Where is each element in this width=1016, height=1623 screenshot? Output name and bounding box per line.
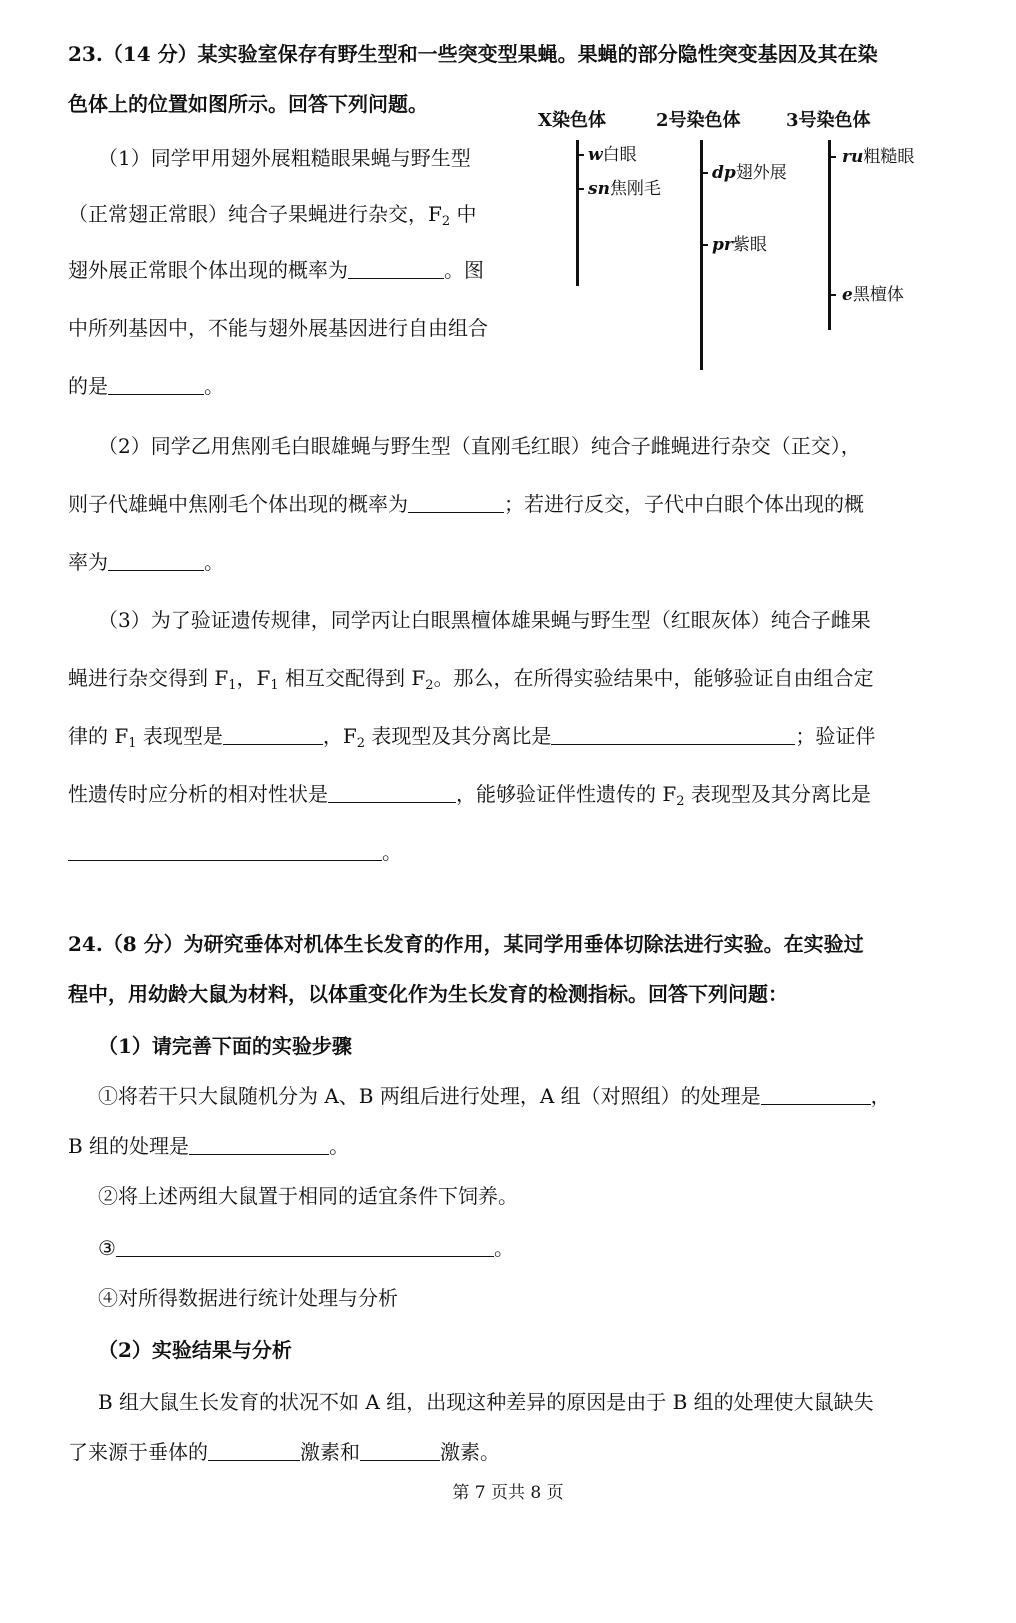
q23-p3-line3: 律的 $F_1$ 表现型是 ，$F_2$ 表现型及其分离比是 ；验证伴 (68, 724, 876, 751)
chromosome-2-title: 2号染色体 (656, 110, 741, 131)
q23-heading-line1: 23.（14 分）某实验室保存有野生型和一些突变型果蝇。果蝇的部分隐性突变基因及其在染 (68, 42, 878, 66)
q24-heading-line1: 24.（8 分）为研究垂体对机体生长发育的作用，某同学用垂体切除法进行实验。在实验过 (68, 932, 864, 956)
q24-section1-title: （1）请完善下面的实验步骤 (98, 1034, 352, 1058)
answer-blank[interactable] (328, 782, 456, 803)
gene-w-label: w白眼 (588, 145, 637, 165)
gene-dp-label: dp翅外展 (712, 163, 787, 183)
q23-p3-line4: 性遗传时应分析的相对性状是 ，能够验证伴性遗传的 $F_2$ 表现型及其分离比是 (68, 782, 871, 809)
q23-p2-line1: （2）同学乙用焦刚毛白眼雄蝇与野生型（直刚毛红眼）纯合子雌蝇进行杂交（正交）， (98, 434, 861, 458)
q23-p1-line2: （正常翅正常眼）纯合子果蝇进行杂交，$F_2$ 中 (68, 202, 477, 229)
x-chromosome-title: X染色体 (538, 110, 606, 131)
answer-blank[interactable] (408, 492, 504, 513)
answer-blank[interactable] (108, 374, 204, 395)
gene-marker (828, 156, 836, 158)
answer-blank[interactable] (348, 258, 444, 279)
answer-blank[interactable] (116, 1236, 494, 1257)
answer-blank[interactable] (551, 724, 795, 745)
q23-p1-line4: 中所列基因中，不能与翅外展基因进行自由组合 (68, 316, 488, 340)
answer-blank[interactable] (108, 550, 204, 571)
q24-step1-line1: ①将若干只大鼠随机分为 A、B 两组后进行处理，A 组（对照组）的处理是 ， (98, 1084, 891, 1108)
gene-marker (576, 188, 584, 190)
q24-step2: ②将上述两组大鼠置于相同的适宜条件下饲养。 (98, 1184, 518, 1208)
chromosome-2 (700, 140, 703, 370)
q23-p1-line1: （1）同学甲用翅外展粗糙眼果蝇与野生型 (98, 146, 471, 170)
answer-blank[interactable] (208, 1440, 300, 1461)
gene-marker (700, 172, 708, 174)
chromosome-3-title: 3号染色体 (786, 110, 871, 131)
gene-pr-label: pr紫眼 (712, 235, 767, 255)
answer-blank[interactable] (223, 724, 323, 745)
q23-p1-line5: 的是 。 (68, 374, 224, 398)
gene-marker (828, 294, 836, 296)
gene-ru-label: ru粗糙眼 (842, 147, 915, 167)
q23-p2-line2: 则子代雄蝇中焦刚毛个体出现的概率为 ；若进行反交，子代中白眼个体出现的概 (68, 492, 864, 516)
q24-result-line2: 了来源于垂体的 激素和 激素。 (68, 1440, 500, 1464)
page-footer: 第 7 页共 8 页 (452, 1483, 564, 1503)
answer-blank[interactable] (189, 1134, 329, 1155)
q24-heading-line2: 程中，用幼龄大鼠为材料，以体重变化作为生长发育的检测指标。回答下列问题： (68, 982, 788, 1006)
gene-sn-label: sn焦刚毛 (588, 179, 661, 199)
q24-step4: ④对所得数据进行统计处理与分析 (98, 1286, 398, 1310)
x-chromosome (576, 140, 579, 286)
q23-p2-line3: 率为 。 (68, 550, 224, 574)
gene-marker (576, 154, 584, 156)
q24-step1-line2: B 组的处理是 。 (68, 1134, 350, 1158)
gene-marker (700, 244, 708, 246)
answer-blank[interactable] (360, 1440, 440, 1461)
q23-p3-line2: 蝇进行杂交得到 $F_1$，$F_1$ 相互交配得到 $F_2$。那么，在所得实验结果中，能够验证自由组合定 (68, 666, 874, 693)
q24-result-line1: B 组大鼠生长发育的状况不如 A 组，出现这种差异的原因是由于 B 组的处理使大鼠缺失 (98, 1390, 874, 1414)
q24-section2-title: （2）实验结果与分析 (98, 1338, 292, 1362)
chromosome-3 (828, 140, 831, 330)
q23-p3-line5: 。 (68, 840, 402, 864)
q24-step3: ③ 。 (98, 1236, 514, 1260)
q23-p1-line3: 翅外展正常眼个体出现的概率为 。图 (68, 258, 484, 282)
q23-heading-line2: 色体上的位置如图所示。回答下列问题。 (68, 92, 428, 116)
answer-blank[interactable] (68, 840, 382, 861)
q23-p3-line1: （3）为了验证遗传规律，同学丙让白眼黑檀体雄果蝇与野生型（红眼灰体）纯合子雌果 (98, 608, 871, 632)
gene-e-label: e黑檀体 (842, 285, 904, 305)
answer-blank[interactable] (761, 1084, 871, 1105)
